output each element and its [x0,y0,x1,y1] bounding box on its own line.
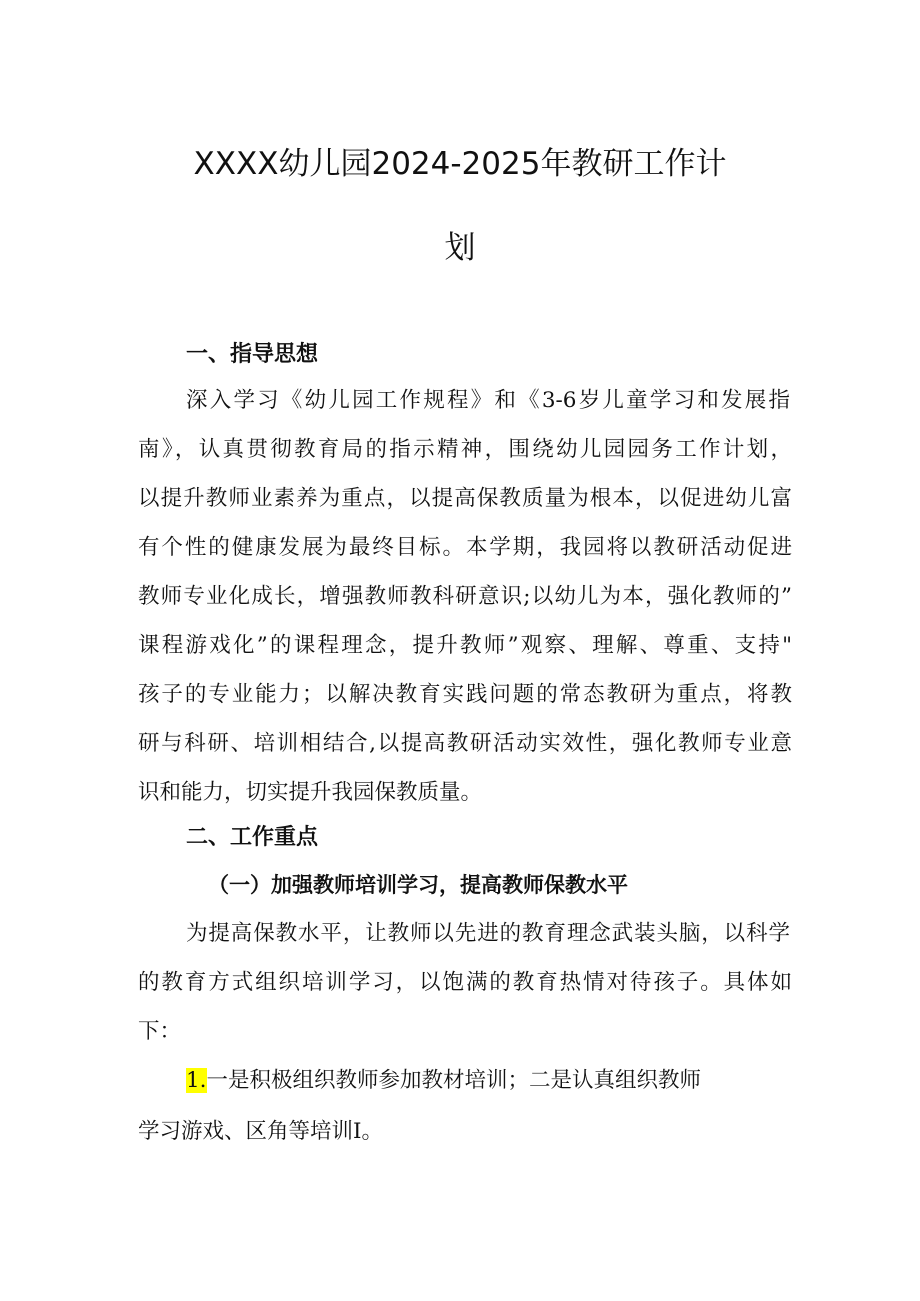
paragraph-line: 的教育方式组织培训学习，以饱满的教育热情对待孩子。具体如 [138,970,792,995]
paragraph-line: 深入学习《幼儿园工作规程》和《3-6岁儿童学习和发展指 [186,388,790,413]
document-title-line-2: 划 [444,230,476,266]
list-item-number-highlighted: 1. [186,1068,207,1093]
paragraph-line: 南》，认真贯彻教育局的指示精神，围绕幼儿园园务工作计划， [138,437,792,462]
paragraph-line: 下： [138,1019,182,1044]
paragraph-line: 以提升教师业素养为重点，以提高保教质量为根本，以促进幼儿富 [138,486,792,511]
paragraph-line: 识和能力，切实提升我园保教质量。 [138,780,483,805]
paragraph-line: 教师专业化成长，增强教师教科研意识;以幼儿为本，强化教师的” [138,584,792,609]
paragraph-line: 课程游戏化”的课程理念，提升教师”观察、理解、尊重、支持" [138,633,792,658]
paragraph-line: 孩子的专业能力；以解决教育实践问题的常态教研为重点，将教 [138,682,792,707]
subsection-heading-teacher-training: （一）加强教师培训学习，提高教师保教水平 [208,873,628,897]
section-heading-work-focus: 二、工作重点 [186,825,319,850]
paragraph-line: 研与科研、培训相结合,以提高教研活动实效性，强化教师专业意 [138,731,792,756]
document-title-line-1: XXXX幼儿园2024-2025年教研工作计 [193,146,727,182]
paragraph-line: 为提高保教水平，让教师以先进的教育理念武装头脑，以科学 [186,921,790,946]
section-heading-guiding-ideology: 一、指导思想 [186,342,319,367]
list-item-text: 一是积极组织教师参加教材培训；二是认真组织教师 [206,1068,702,1093]
list-item-1 [186,1063,790,1094]
list-item-1-continuation: 学习游戏、区角等培训I。 [138,1119,383,1144]
paragraph-line: 有个性的健康发展为最终目标。本学期，我园将以教研活动促进 [138,535,792,560]
